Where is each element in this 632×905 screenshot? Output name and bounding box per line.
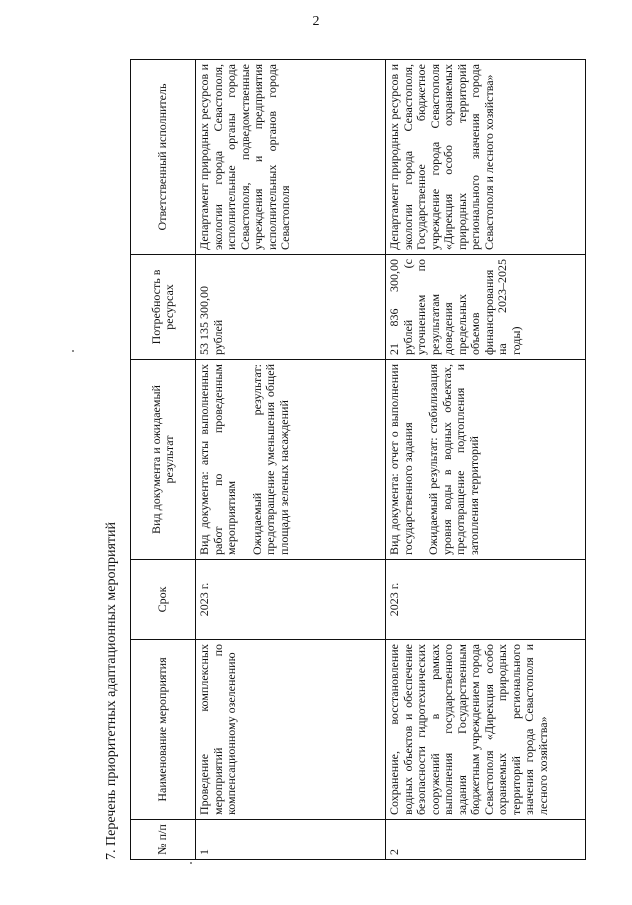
header-term: Срок [131,560,196,640]
page-number: 2 [312,14,320,29]
cell-term: 2023 г. [386,560,586,640]
table-row [196,60,386,860]
cell-term: 2023 г. [196,560,386,640]
header-doc-result: Вид документа и ожидаемый результат [131,360,196,560]
table-header-row [131,60,196,860]
section-heading: 7. Перечень приоритетных адаптационных мероприятий [104,522,119,860]
table-row [386,60,586,860]
measures-table [130,59,586,860]
doc-type-text: Вид документа: отчет о выполнении государственного задания [387,364,415,555]
scan-speck [190,862,192,864]
header-resources: Потребность в ресурсах [131,255,196,360]
cell-doc-result [196,360,386,560]
doc-type-text: Вид документа: акты выполненных работ по проведенным мероприятиям [197,364,238,555]
header-name: Наименование мероприятия [131,640,196,820]
cell-doc-result [386,360,586,560]
cell-num: 1 [196,820,386,860]
cell-responsible: Департамент природных ресурсов и экологии города Севастополя, Государственное бюджетное учреждение города Севастополя «Дирекция особо охраняемых природных территорий регионального значения города Севастополя и лесного хозяйства» [386,60,586,255]
cell-name: Сохранение, восстановление водных объектов и обеспечение безопасности гидротехнических сооружений в рамках выполнения государственного задания Государственным бюджетным учреждением города Севастополя «Дирекция особо охраняемых природных территорий регионального значения города Севастополя и лесного хозяйства» [386,640,586,820]
rotated-content [100,60,580,860]
cell-resources: 21 836 300,00 рублей (с уточнением по результатам доведения предельных объемов финансирования на 2023–2025 годы) [386,255,586,360]
cell-responsible: Департамент природных ресурсов и экологии города Севастополя, исполнительные органы города Севастополя, подведомственные учреждения и предприятия исполнительных органов города Севастополя [196,60,386,255]
cell-name: Проведение комплексных мероприятий по компенсационному озеленению [196,640,386,820]
cell-resources: 53 135 300,00 рублей [196,255,386,360]
expected-result-text: Ожидаемый результат: стабилизация уровня воды в водных объектах, предотвращение подтопления и затопления территорий [426,364,481,555]
header-responsible: Ответственный исполнитель [131,60,196,255]
header-num: № п/п [131,820,196,860]
expected-result-text: Ожидаемый результат: предотвращение уменьшения общей площади зеленых насаждений [249,364,291,555]
cell-num: 2 [386,820,586,860]
scan-speck [72,350,74,352]
